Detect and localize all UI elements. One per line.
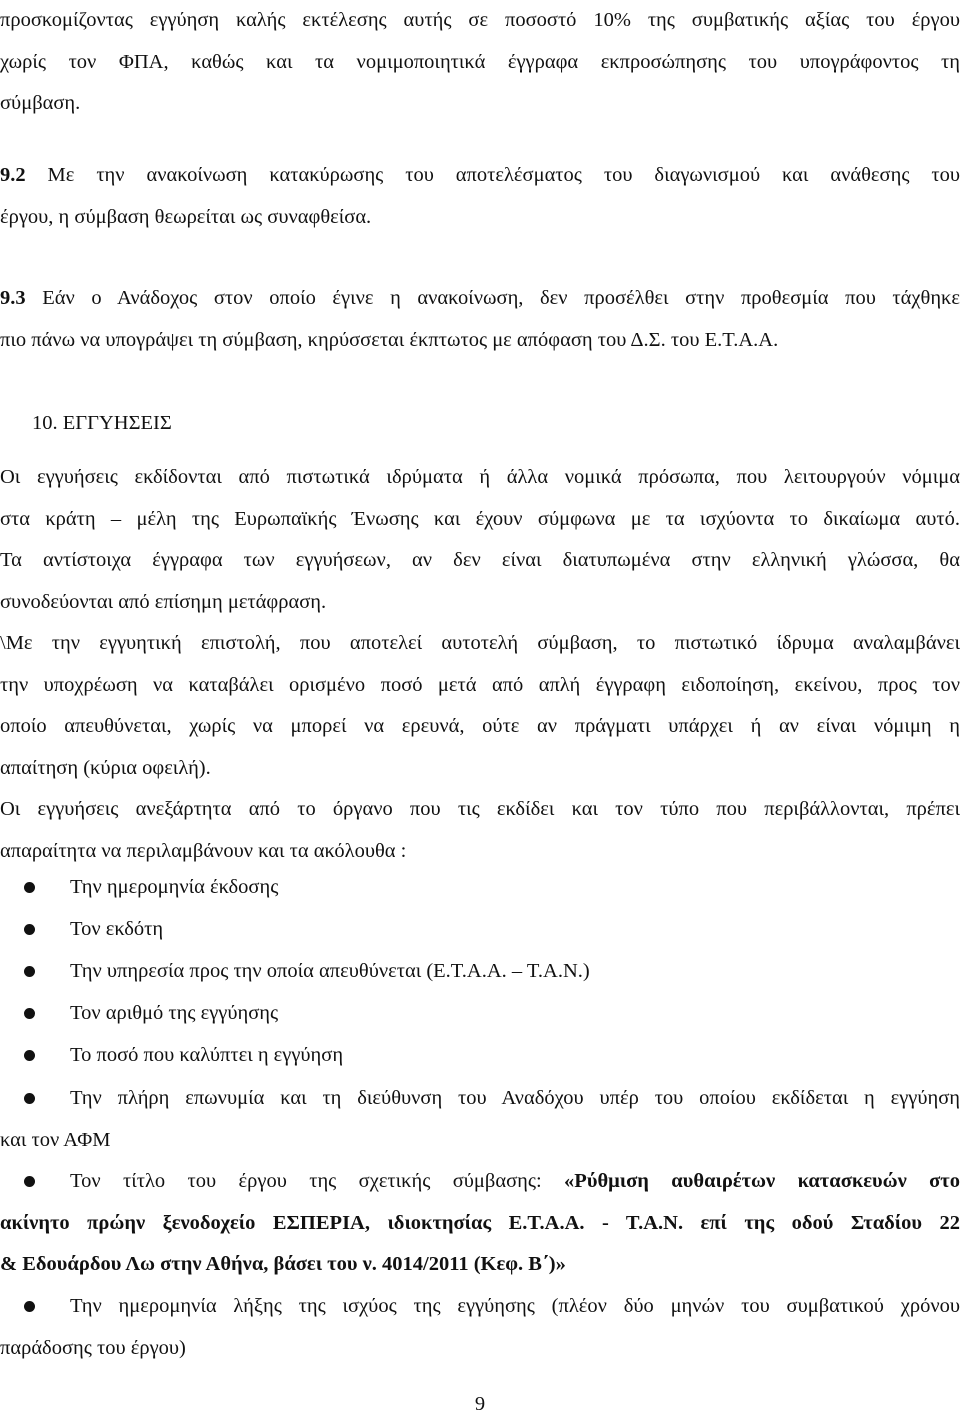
text-line: Οι εγγυήσεις εκδίδονται από πιστωτικά ιδρύματα ή άλλα νομικά πρόσωπα, που λειτουργούν νόμιμα (0, 466, 960, 488)
bullet-icon (24, 1008, 35, 1019)
text-line: στα κράτη – μέλη της Ευρωπαϊκής Ένωσης και έχουν σύμφωνα με τα ισχύοντα το δικαίωμα αυτό. (0, 507, 960, 530)
list-item-text: Την ημερομηνία έκδοσης (70, 876, 279, 898)
paragraph-intro (0, 0, 960, 125)
text-line: συνοδεύονται από επίσημη μετάφραση. (0, 590, 327, 613)
list-item (0, 867, 960, 909)
bullet-icon (24, 882, 35, 893)
text-line: και τον ΑΦΜ (0, 1128, 111, 1151)
text-line (0, 278, 960, 320)
text-line: & Εδουάρδου Λω στην Αθήνα, βάσει του ν. 4014/2011 (Κεφ. Β΄)» (0, 1253, 566, 1275)
project-title-label: Τον τίτλο του έργου της σχετικής σύμβασης: (70, 1170, 565, 1192)
list-item-text (0, 1286, 960, 1369)
text-line: την υποχρέωση να καταβάλει ορισμένο ποσό μετά από απλή έγγραφη ειδοποίηση, εκείνου, προς τον (0, 673, 960, 696)
list-item (0, 1078, 960, 1161)
list-item (0, 1161, 960, 1286)
bullet-icon (24, 924, 35, 935)
bullet-icon (24, 1050, 35, 1061)
list-item (0, 951, 960, 993)
list-item-text (0, 1161, 960, 1286)
section-heading: 10. ΕΓΓΥΗΣΕΙΣ (32, 412, 172, 434)
text-line: πιο πάνω να υπογράψει τη σύμβαση, κηρύσσεται έκπτωτος με απόφαση του Δ.Σ. του Ε.Τ.Α.Α. (0, 328, 779, 351)
project-title: «Ρύθμιση αυθαιρέτων κατασκευών στο (564, 1170, 960, 1192)
text-line: Την πλήρη επωνυμία και τη διεύθυνση του Αναδόχου υπέρ του οποίου εκδίδεται η εγγύηση (70, 1087, 960, 1109)
text-line: ακίνητο πρώην ξενοδοχείο ΕΣΠΕΡΙΑ, ιδιοκτησίας Ε.Τ.Α.Α. - Τ.Α.Ν. επί της οδού Σταδίου 22 (0, 1211, 960, 1234)
bullet-icon (24, 1093, 35, 1104)
bullet-icon (24, 1301, 35, 1312)
list-item-text: Τον εκδότη (70, 918, 164, 940)
text-line: σύμβαση. (0, 92, 81, 114)
text-line: απαίτηση (κύρια οφειλή). (0, 756, 211, 779)
text-line: χωρίς τον ΦΠΑ, καθώς και τα νομιμοποιητικά έγγραφα εκπροσώπησης του υπογράφοντος τη (0, 50, 960, 73)
list-item-text: Τον αριθμό της εγγύησης (70, 1002, 279, 1024)
list-item-text (0, 1078, 960, 1161)
text-line: παράδοσης του έργου) (0, 1336, 186, 1359)
list-item (0, 909, 960, 951)
list-item-text: Την υπηρεσία προς την οποία απευθύνεται (Ε.Τ.Α.Α. – Τ.Α.Ν.) (70, 960, 590, 982)
list-item (0, 993, 960, 1035)
text-line: Οι εγγυήσεις ανεξάρτητα από το όργανο που τις εκδίδει και τον τύπο που περιβάλλονται, πρέπει (0, 798, 960, 820)
clause-number: 9.3 (0, 287, 26, 309)
clause-number: 9.2 (0, 164, 26, 186)
list-item (0, 1035, 960, 1077)
text-line: οποίο απευθύνεται, χωρίς να μπορεί να ερευνά, ούτε αν πράγματι υπάρχει ή αν είναι νόμιμη η (0, 715, 960, 737)
paragraph-guarantees-issuers (0, 457, 960, 872)
list-item (0, 1286, 960, 1369)
text-line: \Με την εγγυητική επιστολή, που αποτελεί αυτοτελή σύμβαση, το πιστωτικό ίδρυμα αναλαμβάνει (0, 632, 960, 654)
clause-text: Εάν ο Ανάδοχος στον οποίο έγινε η ανακοίνωση, δεν προσέλθει στην προθεσμία που τάχθηκε (25, 287, 960, 309)
text-line: Τα αντίστοιχα έγγραφα των εγγυήσεων, αν δεν είναι διατυπωμένα στην ελληνική γλώσσα, θα (0, 549, 960, 571)
clause-text: Με την ανακοίνωση κατακύρωσης του αποτελέσματος του διαγωνισμού και ανάθεσης του (25, 164, 960, 186)
text-line: απαραίτητα να περιλαμβάνουν και τα ακόλουθα : (0, 839, 407, 862)
text-line: Την ημερομηνία λήξης της ισχύος της εγγύησης (πλέον δύο μηνών του συμβατικού χρόνου (70, 1295, 960, 1317)
paragraph-9-2 (0, 155, 960, 238)
text-line: προσκομίζοντας εγγύηση καλής εκτέλεσης αυτής σε ποσοστό 10% της συμβατικής αξίας του έργου (0, 9, 960, 31)
text-line: έργου, η σύμβαση θεωρείται ως συναφθείσα. (0, 205, 372, 228)
page-number: 9 (474, 1393, 486, 1415)
bullet-icon (24, 1176, 35, 1187)
bullet-icon (24, 966, 35, 977)
text-line (0, 1161, 960, 1203)
list-item-text: Το ποσό που καλύπτει η εγγύηση (70, 1044, 344, 1066)
text-line (0, 155, 960, 197)
paragraph-9-3 (0, 278, 960, 361)
